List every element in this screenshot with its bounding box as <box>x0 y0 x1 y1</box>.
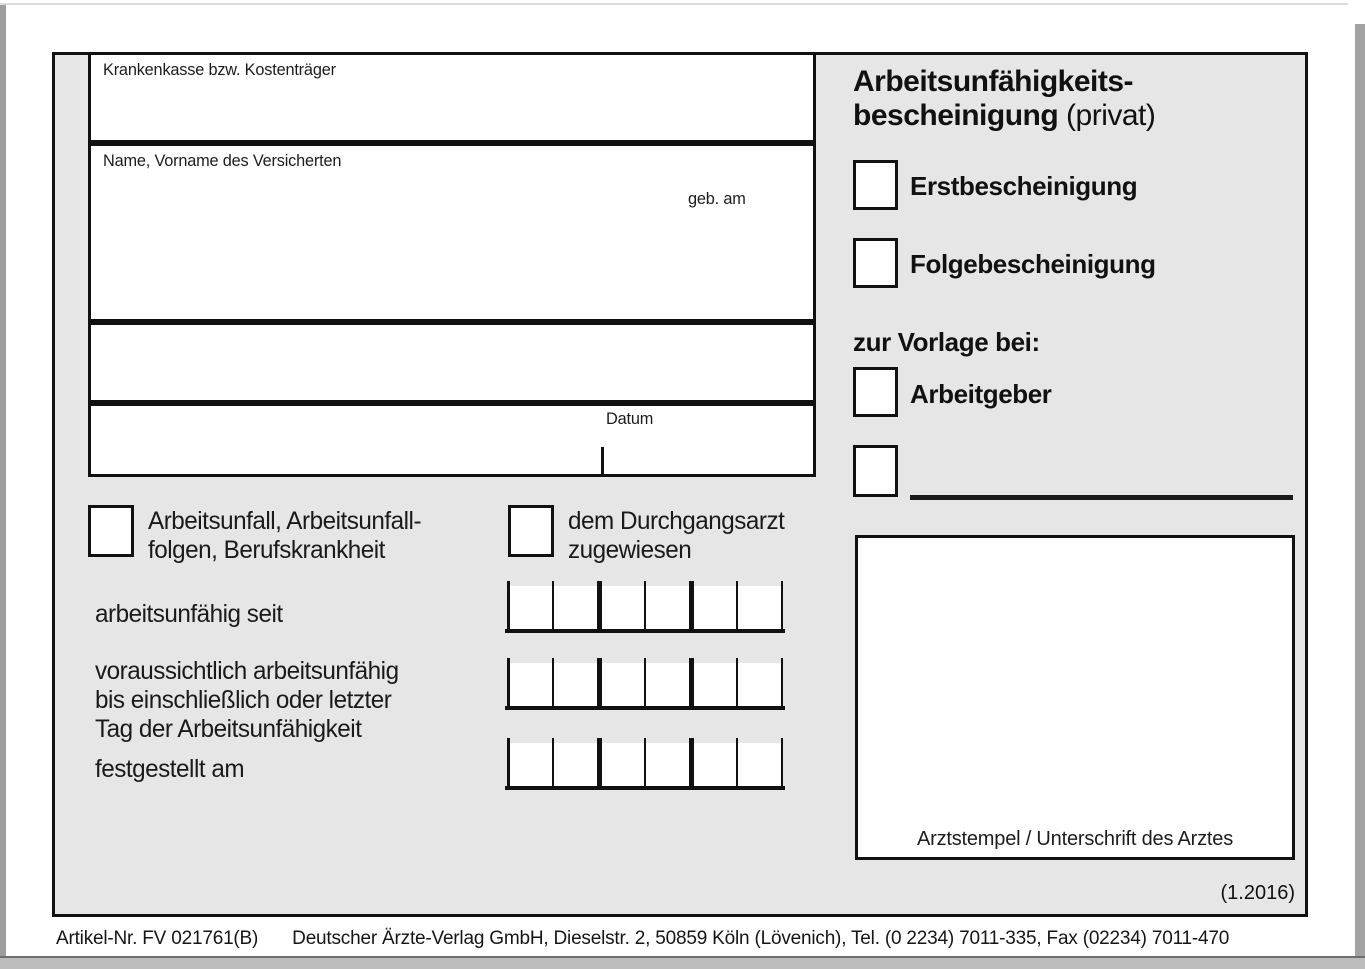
date-cell[interactable] <box>507 586 553 631</box>
unfit-until-date-grid[interactable] <box>507 663 783 708</box>
date-grid-separator <box>507 581 510 631</box>
footer-publisher-info: Deutscher Ärzte-Verlag GmbH, Dieselstr. 2, 50859 Köln (Lövenich), Tel. (0 2234) 7011-335, Fax (02234) 7011-470 <box>292 928 1230 949</box>
date-cell[interactable] <box>599 586 645 631</box>
arbeitgeber-checkbox[interactable] <box>853 367 898 417</box>
unfit-since-date-grid[interactable] <box>507 586 783 631</box>
date-cell[interactable] <box>645 743 691 788</box>
scan-edge-bottom-bar <box>0 958 1365 969</box>
date-grid-separator <box>781 581 783 631</box>
date-grid-separator <box>597 738 602 788</box>
date-cell[interactable] <box>737 663 783 708</box>
unfit-since-label: arbeitsunfähig seit <box>95 600 283 628</box>
form-title <box>853 65 1155 133</box>
form-title-line2 <box>853 99 1155 133</box>
date-cell[interactable] <box>553 663 599 708</box>
date-grid-separator <box>736 738 738 788</box>
date-grid-baseline <box>505 786 785 790</box>
date-grid-separator <box>736 658 738 708</box>
date-grid-baseline <box>505 706 785 710</box>
footer-article-number: Artikel-Nr. FV 021761(B) <box>56 928 259 949</box>
date-grid-separator <box>781 738 783 788</box>
date-cell[interactable] <box>737 586 783 631</box>
arbeitgeber-label: Arbeitgeber <box>910 379 1052 409</box>
date-cell[interactable] <box>553 743 599 788</box>
date-grid-separator <box>507 658 510 708</box>
date-grid-separator <box>597 581 602 631</box>
insurer-field-box[interactable] <box>88 52 816 143</box>
date-cell[interactable] <box>645 586 691 631</box>
date-grid-separator <box>644 658 646 708</box>
date-grid-separator <box>644 581 646 631</box>
date-cell[interactable] <box>553 586 599 631</box>
determined-on-date-grid[interactable] <box>507 743 783 788</box>
date-grid-separator <box>552 658 554 708</box>
scan-edge-right <box>1355 24 1365 956</box>
date-grid-separator <box>781 658 783 708</box>
doctor-stamp-box[interactable] <box>855 535 1295 860</box>
work-accident-label: Arbeitsunfall, Arbeitsunfall- folgen, Berufskrankheit <box>148 507 422 564</box>
empty-field-box[interactable] <box>88 322 816 403</box>
footer <box>56 928 1316 950</box>
date-cell[interactable] <box>599 743 645 788</box>
patient-field-box[interactable] <box>88 143 816 322</box>
durchgangsarzt-label: dem Durchgangsarzt zugewiesen <box>568 507 785 564</box>
date-cell[interactable] <box>691 743 737 788</box>
date-grid-separator <box>552 581 554 631</box>
form-panel <box>52 52 1308 917</box>
datum-tick-mark <box>601 447 604 474</box>
date-cell[interactable] <box>599 663 645 708</box>
form-title-line1: Arbeitsunfähigkeits- <box>853 65 1134 98</box>
date-grid-baseline <box>505 629 785 633</box>
date-grid-separator <box>689 581 694 631</box>
insurer-field-label: Krankenkasse bzw. Kostenträger <box>103 60 336 79</box>
folgebescheinigung-label: Folgebescheinigung <box>910 249 1156 279</box>
erstbescheinigung-checkbox[interactable] <box>853 160 898 210</box>
date-grid-separator <box>689 738 694 788</box>
patient-field-label: Name, Vorname des Versicherten <box>103 151 342 170</box>
dob-field-label: geb. am <box>688 189 746 208</box>
presentation-heading: zur Vorlage bei: <box>853 327 1040 357</box>
date-cell[interactable] <box>691 663 737 708</box>
date-grid-separator <box>507 738 510 788</box>
scan-edge-top <box>0 3 1348 5</box>
other-recipient-write-in-line[interactable] <box>910 495 1293 500</box>
work-accident-checkbox[interactable] <box>88 505 134 557</box>
durchgangsarzt-checkbox[interactable] <box>508 505 554 557</box>
determined-on-label: festgestellt am <box>95 755 245 783</box>
date-grid-separator <box>552 738 554 788</box>
date-cell[interactable] <box>507 743 553 788</box>
scan-edge-left <box>0 5 6 958</box>
other-recipient-checkbox[interactable] <box>853 445 898 497</box>
doctor-stamp-caption: Arztstempel / Unterschrift des Arztes <box>916 828 1234 850</box>
date-cell[interactable] <box>737 743 783 788</box>
date-grid-separator <box>736 581 738 631</box>
form-title-line2-bold: bescheinigung <box>853 99 1059 132</box>
date-cell[interactable] <box>645 663 691 708</box>
date-grid-separator <box>644 738 646 788</box>
date-field-box[interactable] <box>88 403 816 477</box>
date-cell[interactable] <box>507 663 553 708</box>
datum-field-label: Datum <box>606 409 654 428</box>
folgebescheinigung-checkbox[interactable] <box>853 238 898 288</box>
date-grid-separator <box>597 658 602 708</box>
date-cell[interactable] <box>691 586 737 631</box>
form-version: (1.2016) <box>1220 882 1295 904</box>
unfit-until-label: voraussichtlich arbeitsunfähig bis einschließlich oder letzter Tag der Arbeitsunfähigkeit <box>95 657 399 743</box>
date-grid-separator <box>689 658 694 708</box>
erstbescheinigung-label: Erstbescheinigung <box>910 171 1138 201</box>
form-title-line2-suffix: (privat) <box>1066 99 1156 132</box>
